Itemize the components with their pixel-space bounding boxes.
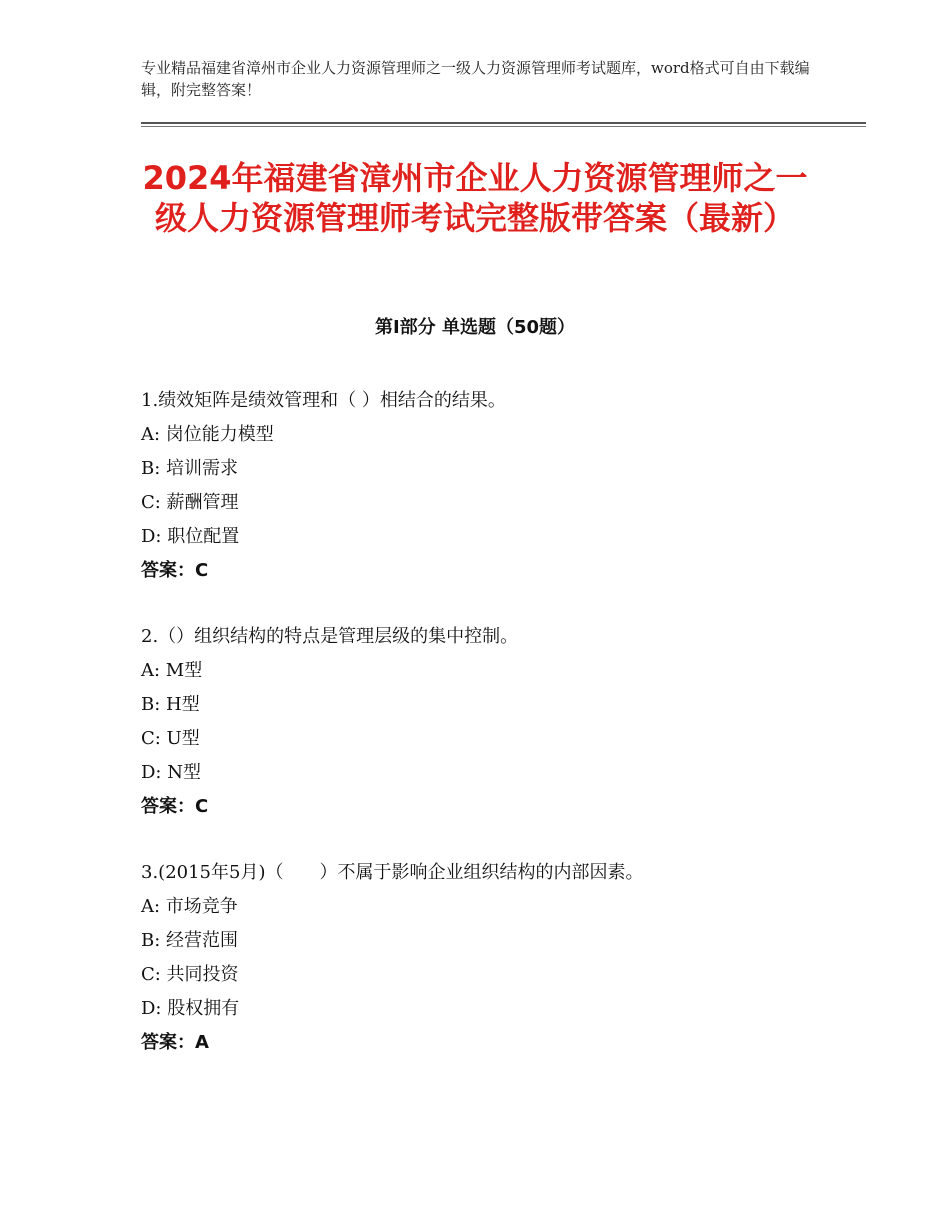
option-a: A: M型 xyxy=(141,660,203,681)
option-d: D: 股权拥有 xyxy=(141,998,240,1019)
question-item xyxy=(141,856,841,1060)
header-divider-thin xyxy=(141,126,866,127)
question-list xyxy=(141,384,841,1092)
option-d: D: 职位配置 xyxy=(141,526,240,547)
option-c: C: 薪酬管理 xyxy=(141,492,239,513)
option-a: A: 市场竞争 xyxy=(141,896,238,917)
question-item xyxy=(141,384,841,588)
header-note: 专业精品福建省漳州市企业人力资源管理师之一级人力资源管理师考试题库，word格式可自由下载编辑，附完整答案！ xyxy=(141,59,810,99)
option-b: B: 培训需求 xyxy=(141,458,239,479)
question-stem: 3.(2015年5月)（ ）不属于影响企业组织结构的内部因素。 xyxy=(141,862,644,883)
option-c: C: U型 xyxy=(141,728,200,749)
question-stem: 1.绩效矩阵是绩效管理和（ ）相结合的结果。 xyxy=(141,390,506,411)
header-divider-thick xyxy=(141,122,866,124)
option-d: D: N型 xyxy=(141,762,201,783)
document-title: 2024年福建省漳州市企业人力资源管理师之一级人力资源管理师考试完整版带答案（最新） xyxy=(142,159,808,237)
answer-line: 答案：C xyxy=(141,560,209,581)
question-stem: 2.（）组织结构的特点是管理层级的集中控制。 xyxy=(141,626,519,647)
option-c: C: 共同投资 xyxy=(141,964,239,985)
option-a: A: 岗位能力模型 xyxy=(141,424,274,445)
option-b: B: 经营范围 xyxy=(141,930,239,951)
section-heading: 第Ⅰ部分 单选题（50题） xyxy=(374,317,575,338)
answer-line: 答案：A xyxy=(141,1032,209,1053)
option-b: B: H型 xyxy=(141,694,200,715)
question-item xyxy=(141,620,841,824)
answer-line: 答案：C xyxy=(141,796,209,817)
